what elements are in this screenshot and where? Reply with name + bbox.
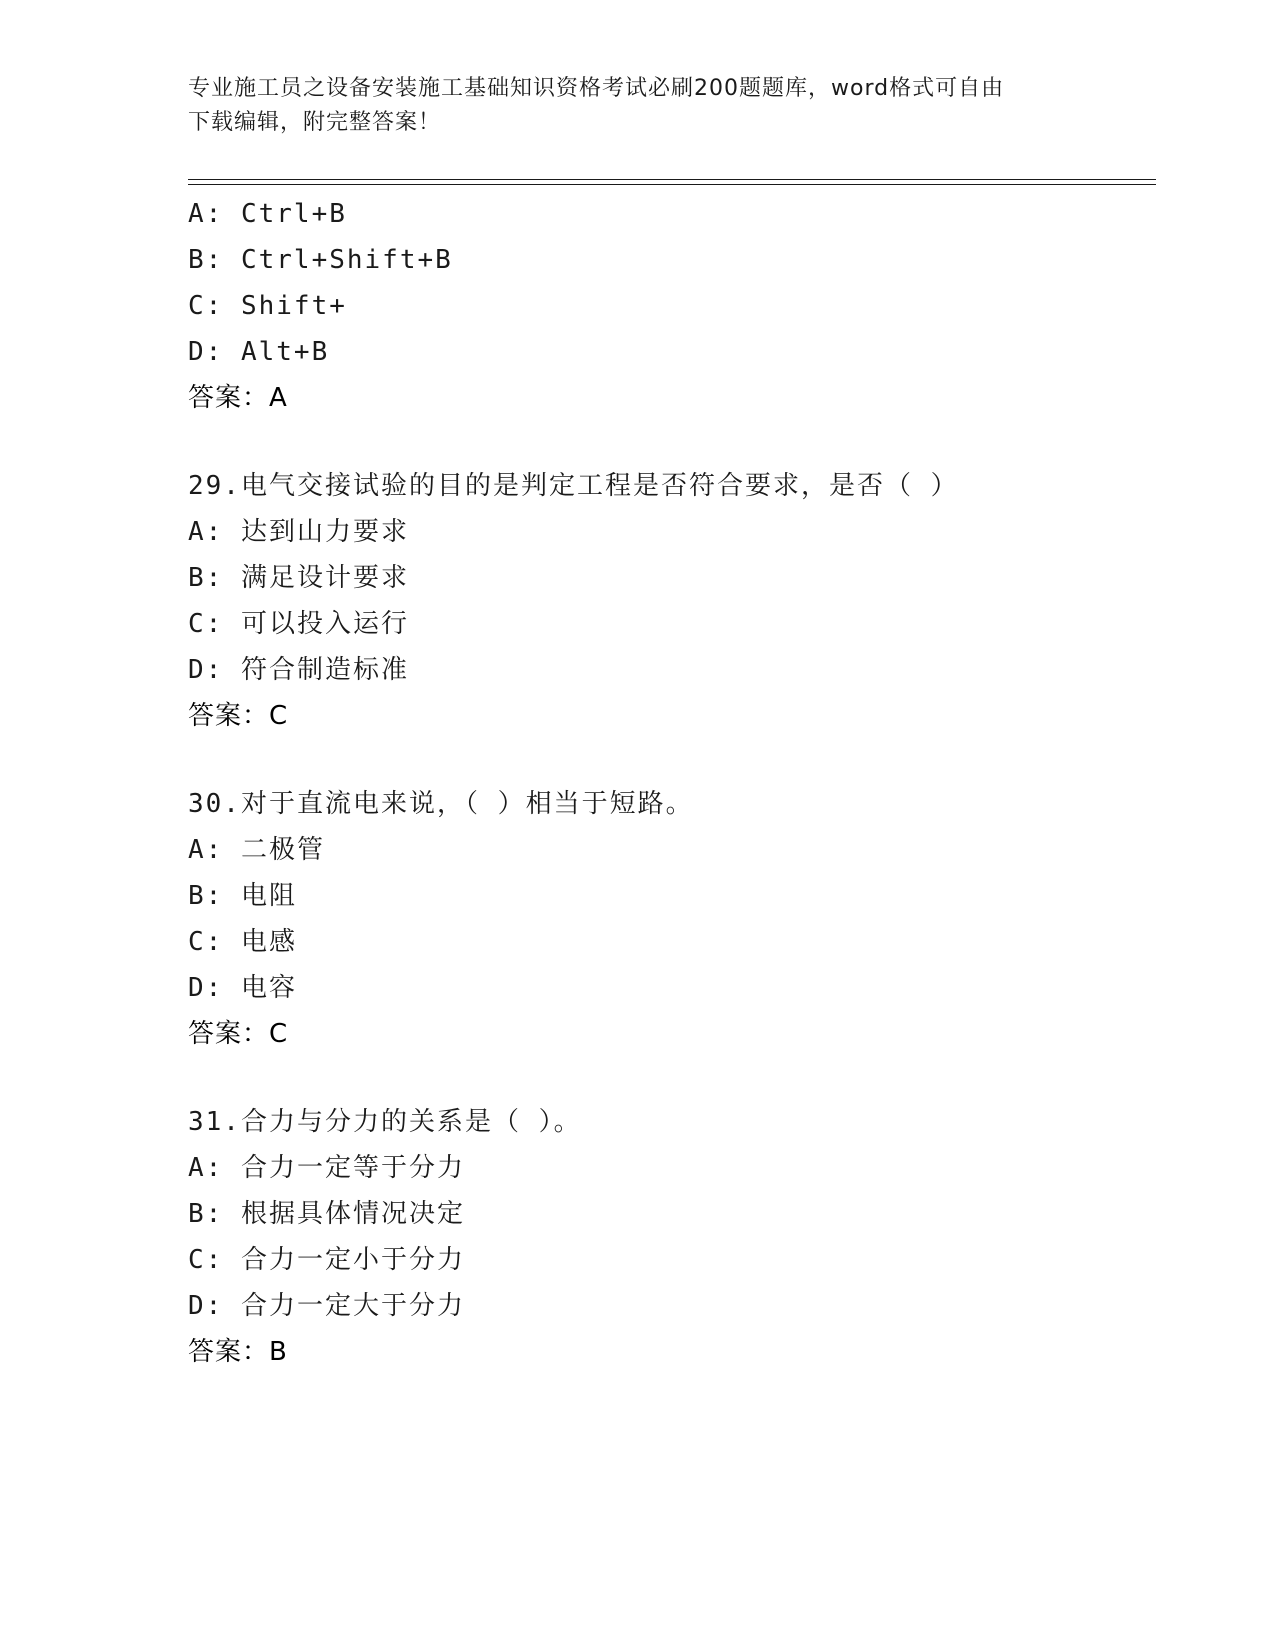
option-d: D: 合力一定大于分力 <box>188 1291 465 1321</box>
header-divider-bottom <box>188 184 1156 185</box>
option-b: B: 电阻 <box>188 881 297 911</box>
option-c: C: 可以投入运行 <box>188 609 409 639</box>
spacer <box>188 1057 1168 1099</box>
header-line-1: 专业施工员之设备安装施工基础知识资格考试必刷200题题库，word格式可自由 <box>188 76 1005 101</box>
header-line-2: 下载编辑，附完整答案！ <box>188 110 442 135</box>
answer-line: 答案：A <box>188 383 288 413</box>
option-a: A: 合力一定等于分力 <box>188 1153 465 1183</box>
option-a: A: Ctrl+B <box>188 199 347 229</box>
option-c: C: Shift+ <box>188 291 347 321</box>
question-block-31 <box>188 1099 1168 1375</box>
option-d: D: 符合制造标准 <box>188 655 409 685</box>
option-b: B: 根据具体情况决定 <box>188 1199 465 1229</box>
spacer <box>188 739 1168 781</box>
answer-line: 答案：C <box>188 1019 289 1049</box>
option-c: C: 合力一定小于分力 <box>188 1245 465 1275</box>
option-b: B: 满足设计要求 <box>188 563 409 593</box>
answer-line: 答案：C <box>188 701 289 731</box>
header-divider-top <box>188 179 1156 180</box>
question-block-30 <box>188 781 1168 1057</box>
option-b: B: Ctrl+Shift+B <box>188 245 453 275</box>
option-c: C: 电感 <box>188 927 297 957</box>
question-block-29 <box>188 463 1168 739</box>
option-a: A: 达到山力要求 <box>188 517 409 547</box>
option-a: A: 二极管 <box>188 835 325 865</box>
question-block-28 <box>188 191 1168 421</box>
question-text: 29.电气交接试验的目的是判定工程是否符合要求，是否（ ） <box>188 471 959 501</box>
answer-line: 答案：B <box>188 1337 288 1367</box>
option-d: D: Alt+B <box>188 337 330 367</box>
document-header <box>188 72 1068 140</box>
question-list <box>188 191 1168 1375</box>
question-text: 30.对于直流电来说，（ ）相当于短路。 <box>188 789 694 819</box>
option-d: D: 电容 <box>188 973 297 1003</box>
question-text: 31.合力与分力的关系是（ ）。 <box>188 1107 582 1137</box>
spacer <box>188 421 1168 463</box>
